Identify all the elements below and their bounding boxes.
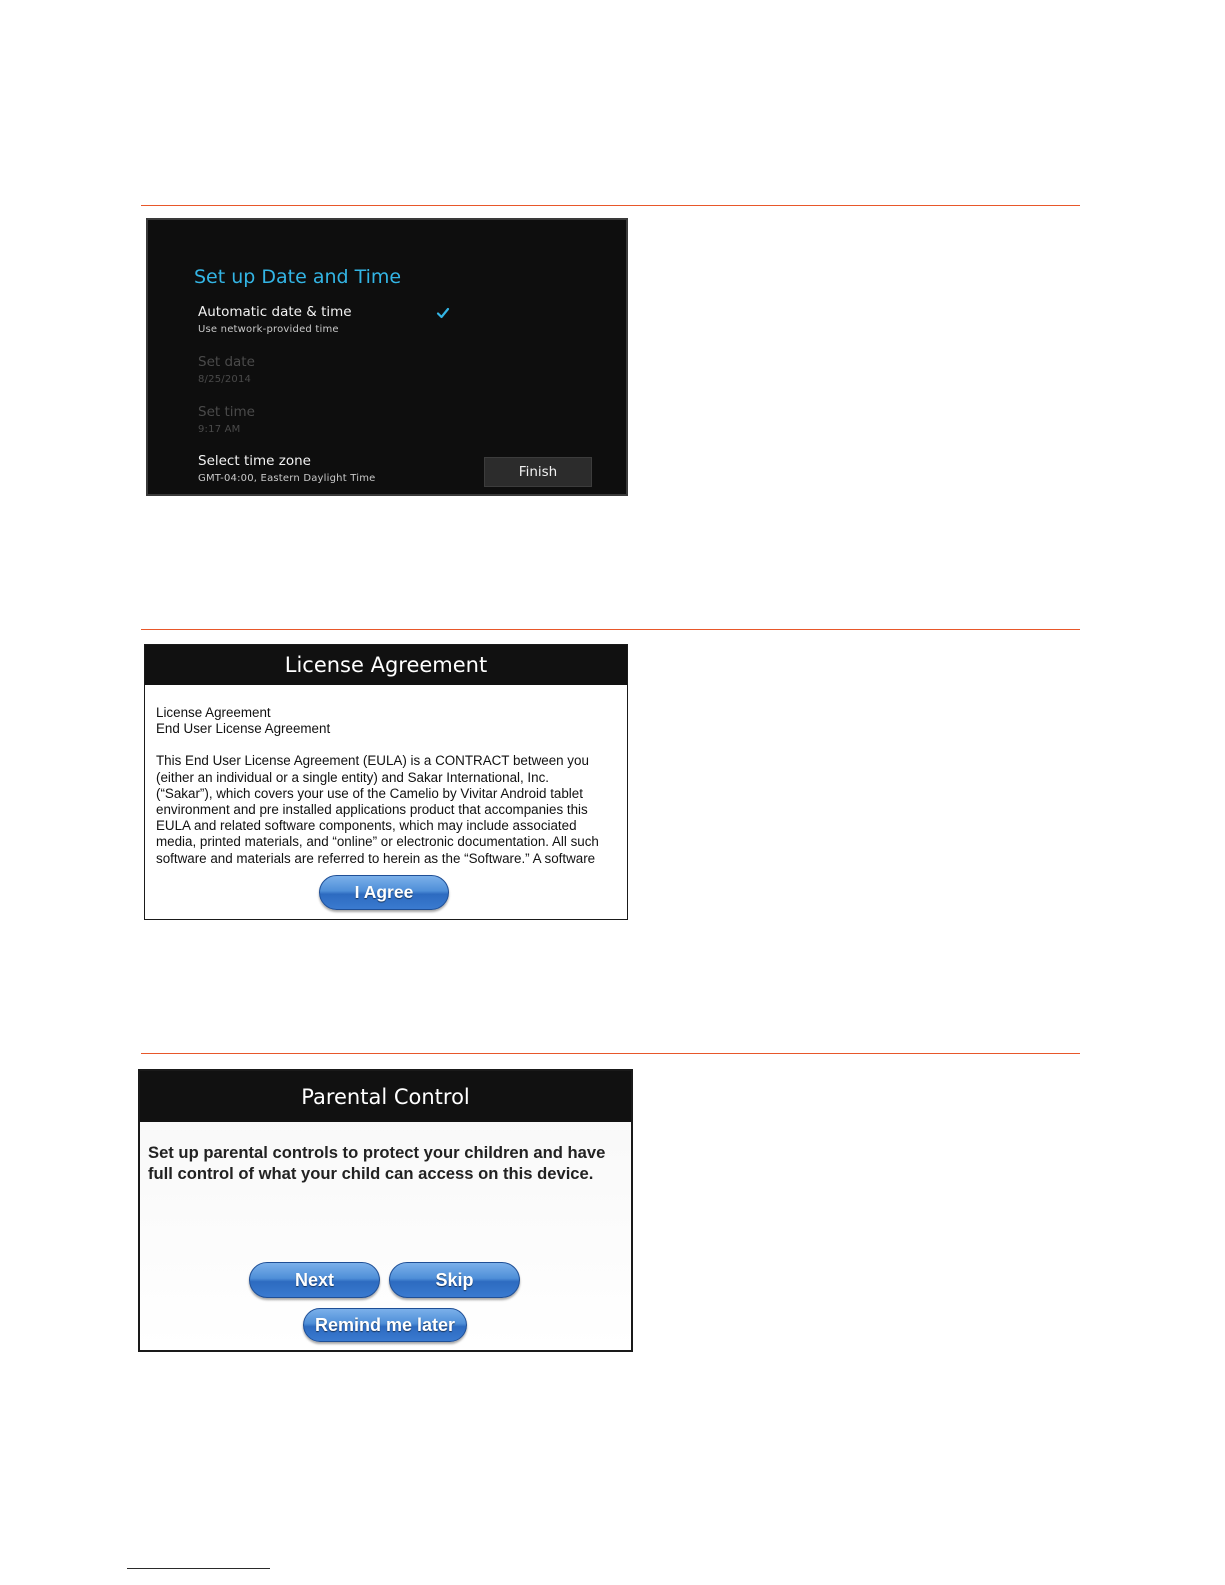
remind-me-later-button[interactable]: Remind me later [303,1308,467,1342]
license-agreement-screenshot [144,644,628,920]
parental-header: Parental Control [140,1071,631,1122]
license-text[interactable] [156,705,618,866]
i-agree-button[interactable]: I Agree [319,875,449,910]
option-label: Select time zone [198,453,311,469]
license-line: License Agreement [156,705,271,720]
section-divider [141,1053,1080,1054]
license-line: (either an individual or a single entity) and Sakar International, Inc. [156,769,550,785]
next-button[interactable]: Next [249,1262,380,1298]
date-time-title: Set up Date and Time [194,266,402,288]
finish-button[interactable]: Finish [484,457,592,487]
license-line: media, printed materials, and “online” or electronic documentation. All such [156,834,599,850]
license-line: This End User License Agreement (EULA) is a CONTRACT between you [156,753,589,769]
license-line: End User License Agreement [156,721,331,737]
license-line: environment and pre installed applications product that accompanies this [156,802,588,818]
skip-button[interactable]: Skip [389,1262,520,1298]
option-sublabel: GMT-04:00, Eastern Daylight Time [198,473,376,484]
license-header: License Agreement [145,645,627,685]
license-line: software and materials are referred to herein as the “Software.” A software [156,850,596,866]
message-line: full control of what your child can access on this device. [148,1164,594,1183]
option-label: Automatic date & time [198,304,352,320]
parental-control-screenshot [138,1069,633,1352]
license-line: EULA and related software components, which may include associated [156,818,577,834]
footnote-rule [127,1568,270,1569]
automatic-date-time-option[interactable] [198,304,352,337]
date-time-screenshot [146,218,628,496]
license-line: (“Sakar”), which covers your use of the Camelio by Vivitar Android tablet [156,785,583,801]
section-divider [141,205,1080,206]
set-date-option [198,354,255,387]
select-time-zone-option[interactable] [198,453,376,486]
set-time-option [198,404,255,437]
parental-message [148,1142,623,1184]
option-label: Set date [198,354,255,370]
option-sublabel: 8/25/2014 [198,374,252,385]
section-divider [141,629,1080,630]
check-icon[interactable] [436,306,450,320]
option-sublabel: Use network-provided time [198,324,339,335]
message-line: Set up parental controls to protect your children and have [148,1143,606,1162]
option-sublabel: 9:17 AM [198,424,241,435]
option-label: Set time [198,404,255,420]
